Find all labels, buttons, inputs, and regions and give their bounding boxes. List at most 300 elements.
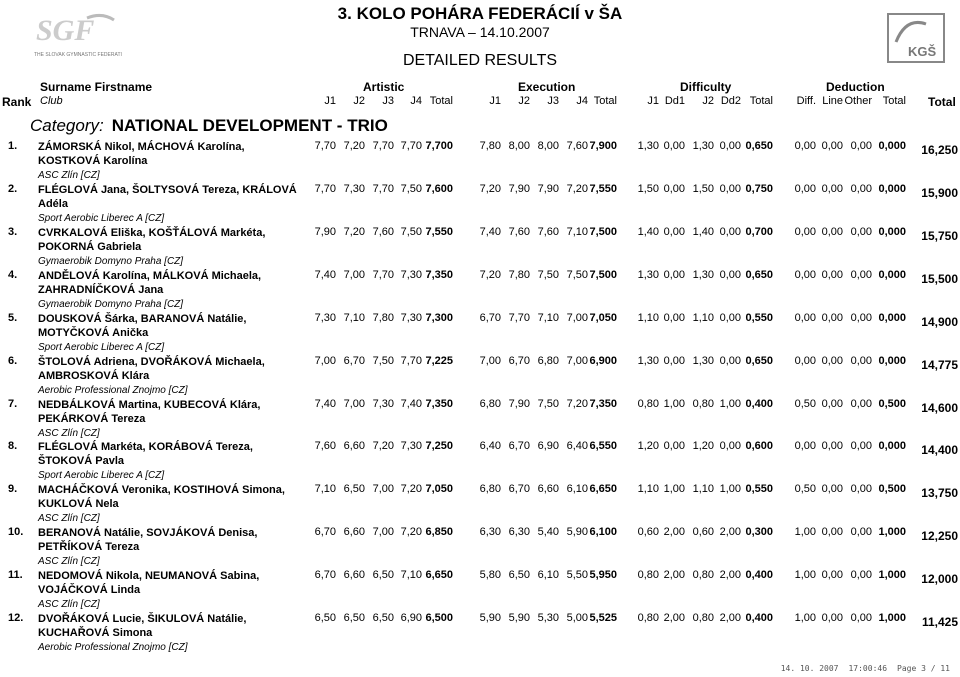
athletes-cell <box>38 612 308 640</box>
athletes-cell <box>38 398 308 426</box>
rank-cell: 6. <box>8 355 18 367</box>
dif-score: 1,40 <box>692 226 714 238</box>
dif-score: 1,50 <box>692 183 714 195</box>
exe-score: 7,60 <box>537 226 559 238</box>
art-score: 7,20 <box>400 526 422 538</box>
ded-score: 0,00 <box>821 183 843 195</box>
dif-score: 0,600 <box>745 440 773 452</box>
art-score: 7,10 <box>314 483 336 495</box>
ded-score: 0,00 <box>794 226 816 238</box>
dif-score: 0,80 <box>692 398 714 410</box>
dif-score: 1,40 <box>637 226 659 238</box>
exe-score: 7,10 <box>537 312 559 324</box>
ded-score: 0,00 <box>821 140 843 152</box>
athletes-line: KOSTKOVÁ Karolína <box>38 155 148 167</box>
sub-col-dd1: Dd1 <box>664 95 685 107</box>
logo-kgs-text: KGŠ <box>908 44 937 59</box>
ded-score: 0,00 <box>821 483 843 495</box>
exe-score: 7,500 <box>589 269 617 281</box>
art-score: 7,00 <box>372 483 394 495</box>
art-score: 6,50 <box>314 612 336 624</box>
dif-score: 0,80 <box>692 569 714 581</box>
exe-score: 7,350 <box>589 398 617 410</box>
exe-score: 7,20 <box>479 183 501 195</box>
art-score: 6,90 <box>400 612 422 624</box>
exe-score: 6,40 <box>479 440 501 452</box>
ded-score: 0,50 <box>794 398 816 410</box>
ded-score: 0,50 <box>794 483 816 495</box>
art-score: 6,50 <box>343 612 365 624</box>
athletes-line: PEKÁRKOVÁ Tereza <box>38 413 146 425</box>
exe-score: 6,550 <box>589 440 617 452</box>
athletes-line: CVRKALOVÁ Eliška, KOŠŤÁLOVÁ Markéta, <box>38 227 266 239</box>
ded-score: 0,00 <box>850 355 872 367</box>
athletes-line: ZAHRADNÍČKOVÁ Jana <box>38 284 164 296</box>
athletes-cell <box>38 269 308 297</box>
dif-score: 0,300 <box>745 526 773 538</box>
club-cell: Sport Aerobic Liberec A [CZ] <box>38 213 165 224</box>
dif-score: 2,00 <box>719 612 741 624</box>
dif-score: 1,00 <box>719 483 741 495</box>
club-cell: Gymaerobik Domyno Praha [CZ] <box>38 256 184 267</box>
dif-score: 1,30 <box>637 140 659 152</box>
table-row <box>0 140 960 183</box>
ded-score: 0,00 <box>850 183 872 195</box>
category-heading <box>30 116 388 136</box>
club-cell: Sport Aerobic Liberec A [CZ] <box>38 470 165 481</box>
exe-score: 6,900 <box>589 355 617 367</box>
art-score: 6,50 <box>372 569 394 581</box>
art-score: 7,30 <box>400 269 422 281</box>
athletes-cell <box>38 226 308 254</box>
exe-score: 6,100 <box>589 526 617 538</box>
ded-score: 1,000 <box>878 526 906 538</box>
dif-score: 0,00 <box>719 183 741 195</box>
art-score: 7,350 <box>425 398 453 410</box>
dif-score: 0,00 <box>719 440 741 452</box>
art-score: 7,700 <box>425 140 453 152</box>
table-row <box>0 483 960 526</box>
art-score: 7,250 <box>425 440 453 452</box>
ded-score: 0,00 <box>850 612 872 624</box>
ded-score: 0,000 <box>878 140 906 152</box>
ded-score: 0,00 <box>794 355 816 367</box>
art-score: 7,40 <box>314 269 336 281</box>
ded-score: 0,00 <box>850 398 872 410</box>
rank-cell: 12. <box>8 612 24 624</box>
club-cell: Aerobic Professional Znojmo [CZ] <box>38 642 188 653</box>
exe-score: 7,20 <box>479 269 501 281</box>
rank-cell: 11. <box>8 569 23 581</box>
ded-score: 0,00 <box>850 440 872 452</box>
athletes-line: POKORNÁ Gabriela <box>38 241 142 253</box>
ded-score: 0,500 <box>878 398 906 410</box>
results-subtitle: DETAILED RESULTS <box>402 52 558 69</box>
dif-score: 0,650 <box>745 355 773 367</box>
ded-score: 1,00 <box>794 526 816 538</box>
sub-col-line: Line <box>822 95 843 107</box>
art-score: 7,20 <box>400 483 422 495</box>
exe-score: 6,70 <box>508 355 530 367</box>
art-score: 7,70 <box>372 140 394 152</box>
sub-col-j3: J3 <box>547 95 559 107</box>
art-score: 7,050 <box>425 483 453 495</box>
art-score: 6,60 <box>343 569 365 581</box>
final-total: 14,900 <box>921 315 958 329</box>
rank-cell: 4. <box>8 269 18 281</box>
final-total: 16,250 <box>921 143 958 157</box>
sub-col-total: Total <box>749 95 773 107</box>
athletes-line: NEDBÁLKOVÁ Martina, KUBECOVÁ Klára, <box>38 399 261 411</box>
art-score: 6,70 <box>343 355 365 367</box>
dif-score: 0,80 <box>692 612 714 624</box>
athletes-line: DVOŘÁKOVÁ Lucie, ŠIKULOVÁ Natálie, <box>38 613 247 625</box>
sub-col-total: Total <box>429 95 453 107</box>
art-score: 7,70 <box>372 183 394 195</box>
exe-score: 6,10 <box>537 569 559 581</box>
athletes-line: FLÉGLOVÁ Jana, ŠOLTYSOVÁ Tereza, KRÁLOVÁ <box>38 184 297 196</box>
dif-score: 1,30 <box>637 269 659 281</box>
dif-score: 1,00 <box>663 483 685 495</box>
exe-score: 5,40 <box>537 526 559 538</box>
logo-sgf-text: SGF <box>36 14 95 47</box>
art-score: 7,300 <box>425 312 453 324</box>
art-score: 7,30 <box>314 312 336 324</box>
exe-score: 8,00 <box>508 140 530 152</box>
exe-score: 6,90 <box>537 440 559 452</box>
ded-score: 0,500 <box>878 483 906 495</box>
art-score: 7,70 <box>400 355 422 367</box>
exe-score: 7,900 <box>589 140 617 152</box>
sub-col-j1: J1 <box>324 95 336 107</box>
final-total: 12,000 <box>921 572 958 586</box>
ded-score: 0,00 <box>794 440 816 452</box>
footer-date: 14. 10. 2007 <box>780 664 839 673</box>
col-rank: Rank <box>2 95 32 109</box>
exe-score: 7,40 <box>479 226 501 238</box>
exe-score: 5,00 <box>566 612 588 624</box>
category-name: NATIONAL DEVELOPMENT - TRIO <box>111 116 388 135</box>
final-total: 15,750 <box>921 229 958 243</box>
sub-col-total: Total <box>882 95 906 107</box>
club-cell: ASC Zlín [CZ] <box>38 170 100 181</box>
art-score: 6,70 <box>314 569 336 581</box>
rank-cell: 8. <box>8 440 18 452</box>
dif-score: 1,30 <box>692 140 714 152</box>
dif-score: 1,20 <box>637 440 659 452</box>
ded-score: 0,00 <box>821 569 843 581</box>
exe-score: 6,60 <box>537 483 559 495</box>
exe-score: 7,80 <box>479 140 501 152</box>
table-row <box>0 269 960 312</box>
ded-score: 1,00 <box>794 612 816 624</box>
ded-score: 0,00 <box>850 569 872 581</box>
footer-page: Page 3 / 11 <box>897 664 950 673</box>
exe-score: 7,60 <box>566 140 588 152</box>
athletes-cell <box>38 355 308 383</box>
athletes-cell <box>38 183 308 211</box>
ded-score: 0,00 <box>821 355 843 367</box>
table-row <box>0 183 960 226</box>
exe-score: 7,90 <box>508 183 530 195</box>
ded-score: 0,00 <box>794 140 816 152</box>
logo-caption: THE SLOVAK GYMNASTIC FEDERATION <box>34 52 122 58</box>
club-cell: ASC Zlín [CZ] <box>38 513 100 524</box>
ded-score: 1,000 <box>878 569 906 581</box>
exe-score: 6,30 <box>479 526 501 538</box>
club-cell: ASC Zlín [CZ] <box>38 599 100 610</box>
table-row <box>0 440 960 483</box>
art-score: 7,30 <box>343 183 365 195</box>
art-score: 6,650 <box>425 569 453 581</box>
exe-score: 7,90 <box>508 398 530 410</box>
table-row <box>0 569 960 612</box>
dif-score: 0,60 <box>637 526 659 538</box>
sub-col-dd2: Dd2 <box>720 95 741 107</box>
dif-score: 0,60 <box>692 526 714 538</box>
col-total: Total <box>928 95 956 109</box>
athletes-line: ANDĚLOVÁ Karolína, MÁLKOVÁ Michaela, <box>38 270 262 282</box>
dif-score: 0,00 <box>719 226 741 238</box>
final-total: 11,425 <box>921 615 958 629</box>
athletes-line: KUCHAŘOVÁ Simona <box>38 627 153 639</box>
exe-score: 7,500 <box>589 226 617 238</box>
ded-score: 0,000 <box>878 312 906 324</box>
art-score: 7,00 <box>372 526 394 538</box>
art-score: 7,20 <box>372 440 394 452</box>
athletes-line: KUKLOVÁ Nela <box>38 498 119 510</box>
col-execution: Execution <box>518 80 576 94</box>
exe-score: 5,525 <box>589 612 617 624</box>
table-row <box>0 612 960 655</box>
ded-score: 0,00 <box>850 226 872 238</box>
ded-score: 0,00 <box>850 312 872 324</box>
athletes-line: MOTYČKOVÁ Anička <box>38 327 149 339</box>
athletes-line: DOUSKOVÁ Šárka, BARANOVÁ Natálie, <box>38 313 247 325</box>
dif-score: 0,650 <box>745 269 773 281</box>
page-footer <box>771 664 950 673</box>
exe-score: 6,80 <box>479 483 501 495</box>
dif-score: 0,00 <box>663 140 685 152</box>
exe-score: 5,90 <box>479 612 501 624</box>
athletes-line: MACHÁČKOVÁ Veronika, KOSTIHOVÁ Simona, <box>38 484 285 496</box>
ded-score: 0,00 <box>794 269 816 281</box>
ded-score: 0,00 <box>821 312 843 324</box>
exe-score: 8,00 <box>537 140 559 152</box>
rank-cell: 2. <box>8 183 18 195</box>
ded-score: 0,000 <box>878 183 906 195</box>
dif-score: 1,30 <box>637 355 659 367</box>
dif-score: 0,00 <box>663 355 685 367</box>
art-score: 7,60 <box>314 440 336 452</box>
dif-score: 0,80 <box>637 612 659 624</box>
ded-score: 0,00 <box>821 440 843 452</box>
athletes-line: FLÉGLOVÁ Markéta, KORÁBOVÁ Tereza, <box>38 441 253 453</box>
sub-col-j2: J2 <box>353 95 365 107</box>
ded-score: 0,000 <box>878 355 906 367</box>
exe-score: 6,70 <box>508 440 530 452</box>
dif-score: 0,00 <box>719 312 741 324</box>
art-score: 7,60 <box>372 226 394 238</box>
dif-score: 0,00 <box>663 183 685 195</box>
exe-score: 7,50 <box>566 269 588 281</box>
exe-score: 6,70 <box>508 483 530 495</box>
art-score: 6,60 <box>343 526 365 538</box>
ded-score: 0,00 <box>850 483 872 495</box>
athletes-line: ŠTOLOVÁ Adriena, DVOŘÁKOVÁ Michaela, <box>38 356 265 368</box>
dif-score: 0,400 <box>745 569 773 581</box>
dif-score: 0,400 <box>745 612 773 624</box>
dif-score: 0,650 <box>745 140 773 152</box>
dif-score: 0,00 <box>719 355 741 367</box>
ded-score: 0,00 <box>850 140 872 152</box>
art-score: 6,60 <box>343 440 365 452</box>
ded-score: 0,00 <box>821 612 843 624</box>
art-score: 6,50 <box>372 612 394 624</box>
table-row <box>0 355 960 398</box>
art-score: 7,00 <box>343 398 365 410</box>
exe-score: 5,30 <box>537 612 559 624</box>
athletes-line: VOJÁČKOVÁ Linda <box>38 584 141 596</box>
dif-score: 1,00 <box>663 398 685 410</box>
ded-score: 0,00 <box>850 269 872 281</box>
exe-score: 5,950 <box>589 569 617 581</box>
art-score: 7,50 <box>400 183 422 195</box>
final-total: 15,900 <box>921 186 958 200</box>
art-score: 7,70 <box>314 140 336 152</box>
exe-score: 7,00 <box>566 355 588 367</box>
athletes-cell <box>38 312 308 340</box>
exe-score: 7,050 <box>589 312 617 324</box>
dif-score: 0,550 <box>745 483 773 495</box>
dif-score: 0,00 <box>663 440 685 452</box>
sub-col-j1: J1 <box>489 95 501 107</box>
club-cell: Sport Aerobic Liberec A [CZ] <box>38 342 165 353</box>
rank-cell: 10. <box>8 526 24 538</box>
dif-score: 0,750 <box>745 183 773 195</box>
table-row <box>0 526 960 569</box>
exe-score: 7,90 <box>537 183 559 195</box>
art-score: 7,00 <box>343 269 365 281</box>
rank-cell: 5. <box>8 312 18 324</box>
exe-score: 5,90 <box>566 526 588 538</box>
exe-score: 6,70 <box>479 312 501 324</box>
athletes-line: Adéla <box>38 198 68 210</box>
final-total: 14,600 <box>921 401 958 415</box>
ded-score: 0,00 <box>850 526 872 538</box>
dif-score: 0,00 <box>663 269 685 281</box>
art-score: 7,350 <box>425 269 453 281</box>
ded-score: 1,000 <box>878 612 906 624</box>
art-score: 7,10 <box>343 312 365 324</box>
dif-score: 1,00 <box>719 398 741 410</box>
athletes-cell <box>38 483 308 511</box>
ded-score: 0,000 <box>878 226 906 238</box>
footer-time: 17:00:46 <box>848 664 888 673</box>
exe-score: 6,650 <box>589 483 617 495</box>
sub-col-j2: J2 <box>518 95 530 107</box>
athletes-cell <box>38 526 308 554</box>
final-total: 14,400 <box>921 443 958 457</box>
table-row <box>0 312 960 355</box>
exe-score: 6,40 <box>566 440 588 452</box>
sub-col-diff: Diff. <box>796 95 816 107</box>
athletes-line: PETŘÍKOVÁ Tereza <box>38 541 140 553</box>
final-total: 12,250 <box>921 529 958 543</box>
art-score: 7,70 <box>372 269 394 281</box>
club-cell: Aerobic Professional Znojmo [CZ] <box>38 385 188 396</box>
exe-score: 7,50 <box>537 269 559 281</box>
dif-score: 0,80 <box>637 398 659 410</box>
dif-score: 0,550 <box>745 312 773 324</box>
athletes-cell <box>38 140 308 168</box>
ded-score: 0,000 <box>878 269 906 281</box>
art-score: 6,500 <box>425 612 453 624</box>
category-label: Category: <box>30 116 104 135</box>
art-score: 7,70 <box>314 183 336 195</box>
sub-col-total: Total <box>593 95 617 107</box>
final-total: 15,500 <box>921 272 958 286</box>
exe-score: 7,10 <box>566 226 588 238</box>
ded-score: 0,00 <box>821 398 843 410</box>
rank-cell: 3. <box>8 226 18 238</box>
art-score: 7,30 <box>400 440 422 452</box>
art-score: 7,50 <box>400 226 422 238</box>
rank-cell: 9. <box>8 483 18 495</box>
sub-col-j3: J3 <box>382 95 394 107</box>
art-score: 7,50 <box>372 355 394 367</box>
club-cell: Gymaerobik Domyno Praha [CZ] <box>38 299 184 310</box>
dif-score: 2,00 <box>663 612 685 624</box>
athletes-line: ZÁMORSKÁ Nikol, MÁCHOVÁ Karolína, <box>38 141 245 153</box>
exe-score: 5,80 <box>479 569 501 581</box>
ded-score: 0,00 <box>821 269 843 281</box>
art-score: 7,20 <box>343 140 365 152</box>
dif-score: 0,400 <box>745 398 773 410</box>
exe-score: 7,20 <box>566 398 588 410</box>
table-row <box>0 398 960 441</box>
art-score: 7,80 <box>372 312 394 324</box>
art-score: 7,550 <box>425 226 453 238</box>
exe-score: 6,80 <box>479 398 501 410</box>
art-score: 7,40 <box>400 398 422 410</box>
art-score: 6,70 <box>314 526 336 538</box>
dif-score: 1,30 <box>692 355 714 367</box>
col-surname-firstname: Surname Firstname <box>40 80 153 94</box>
art-score: 7,10 <box>400 569 422 581</box>
ded-score: 0,00 <box>794 183 816 195</box>
art-score: 7,70 <box>400 140 422 152</box>
athletes-line: BERANOVÁ Natálie, SOVJÁKOVÁ Denisa, <box>38 527 258 539</box>
exe-score: 7,80 <box>508 269 530 281</box>
exe-score: 5,90 <box>508 612 530 624</box>
ded-score: 0,00 <box>821 526 843 538</box>
exe-score: 7,550 <box>589 183 617 195</box>
dif-score: 0,00 <box>663 312 685 324</box>
dif-score: 1,10 <box>637 312 659 324</box>
exe-score: 7,70 <box>508 312 530 324</box>
final-total: 13,750 <box>921 486 958 500</box>
art-score: 7,00 <box>314 355 336 367</box>
sub-col-j2: J2 <box>702 95 714 107</box>
club-cell: ASC Zlín [CZ] <box>38 556 100 567</box>
rank-cell: 1. <box>8 140 18 152</box>
col-artistic: Artistic <box>363 80 405 94</box>
dif-score: 1,20 <box>692 440 714 452</box>
ded-score: 0,00 <box>821 226 843 238</box>
athletes-cell <box>38 440 308 468</box>
exe-score: 6,80 <box>537 355 559 367</box>
